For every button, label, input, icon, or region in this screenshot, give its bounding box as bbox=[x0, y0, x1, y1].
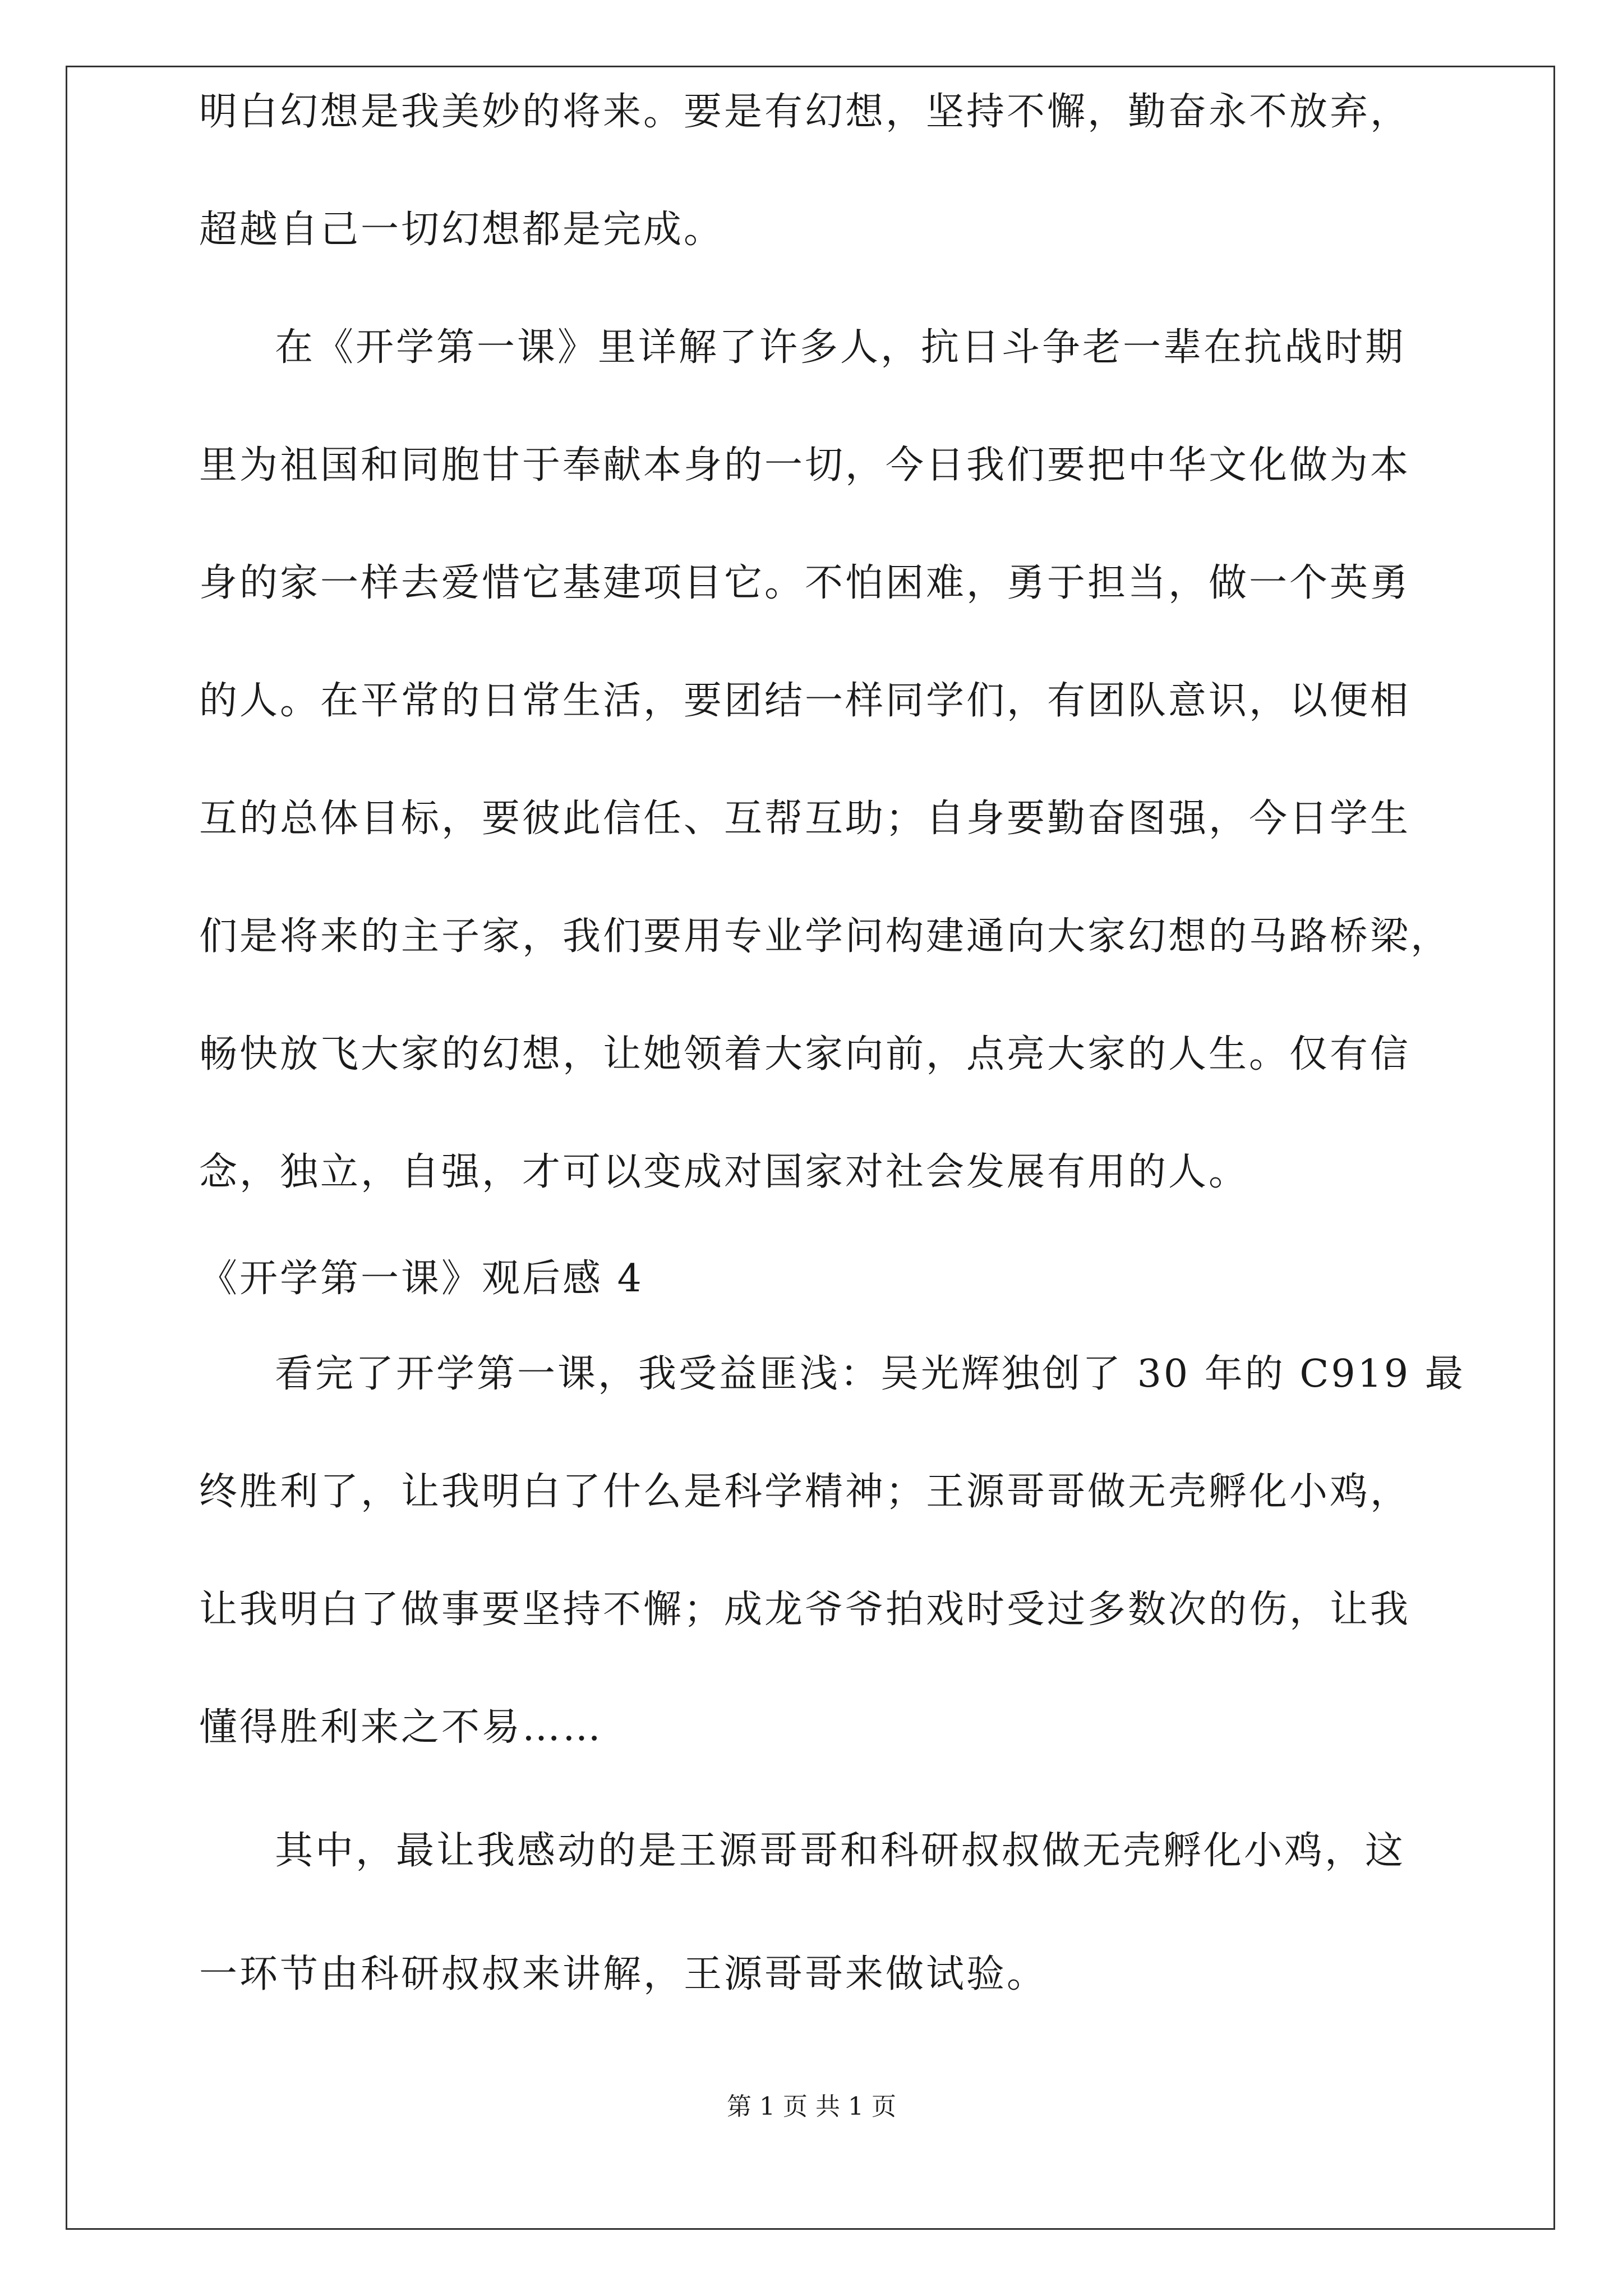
body-text-line: 互的总体目标，要彼此信任、互帮互助；自身要勤奋图强，今日学生 bbox=[199, 797, 1411, 841]
paragraph-start-line: 在《开学第一课》里详解了许多人，抗日斗争老一辈在抗战时期 bbox=[275, 325, 1406, 370]
body-text-line: 让我明白了做事要坚持不懈；成龙爷爷拍戏时受过多数次的伤，让我 bbox=[199, 1588, 1411, 1632]
body-text-line: 明白幻想是我美妙的将来。要是有幻想，坚持不懈，勤奋永不放弃， bbox=[199, 90, 1411, 134]
paragraph-start-line: 看完了开学第一课，我受益匪浅：吴光辉独创了 30 年的 C919 最 bbox=[275, 1352, 1465, 1396]
section-heading: 《开学第一课》观后感 4 bbox=[199, 1257, 644, 1301]
body-text-line: 畅快放飞大家的幻想，让她领着大家向前，点亮大家的人生。仅有信 bbox=[199, 1032, 1411, 1076]
body-text-line: 懂得胜利来之不易…… bbox=[199, 1705, 603, 1750]
body-text-line: 身的家一样去爱惜它基建项目它。不怕困难，勇于担当，做一个英勇 bbox=[199, 561, 1411, 605]
body-text-line: 超越自己一切幻想都是完成。 bbox=[199, 208, 725, 252]
paragraph-start-line: 其中，最让我感动的是王源哥哥和科研叔叔做无壳孵化小鸡，这 bbox=[275, 1829, 1406, 1873]
page-footer: 第 1 页 共 1 页 bbox=[727, 2092, 896, 2121]
body-text-line: 终胜利了，让我明白了什么是科学精神；王源哥哥做无壳孵化小鸡， bbox=[199, 1470, 1411, 1514]
body-text-line: 里为祖国和同胞甘于奉献本身的一切，今日我们要把中华文化做为本 bbox=[199, 443, 1411, 487]
body-text-line: 念，独立，自强，才可以变成对国家对社会发展有用的人。 bbox=[199, 1150, 1249, 1194]
body-text-line: 的人。在平常的日常生活，要团结一样同学们，有团队意识，以便相 bbox=[199, 679, 1411, 723]
body-text-line: 一环节由科研叔叔来讲解，王源哥哥来做试验。 bbox=[199, 1952, 1048, 1996]
body-text-line: 们是将来的主子家，我们要用专业学问构建通向大家幻想的马路桥梁， bbox=[199, 914, 1451, 959]
